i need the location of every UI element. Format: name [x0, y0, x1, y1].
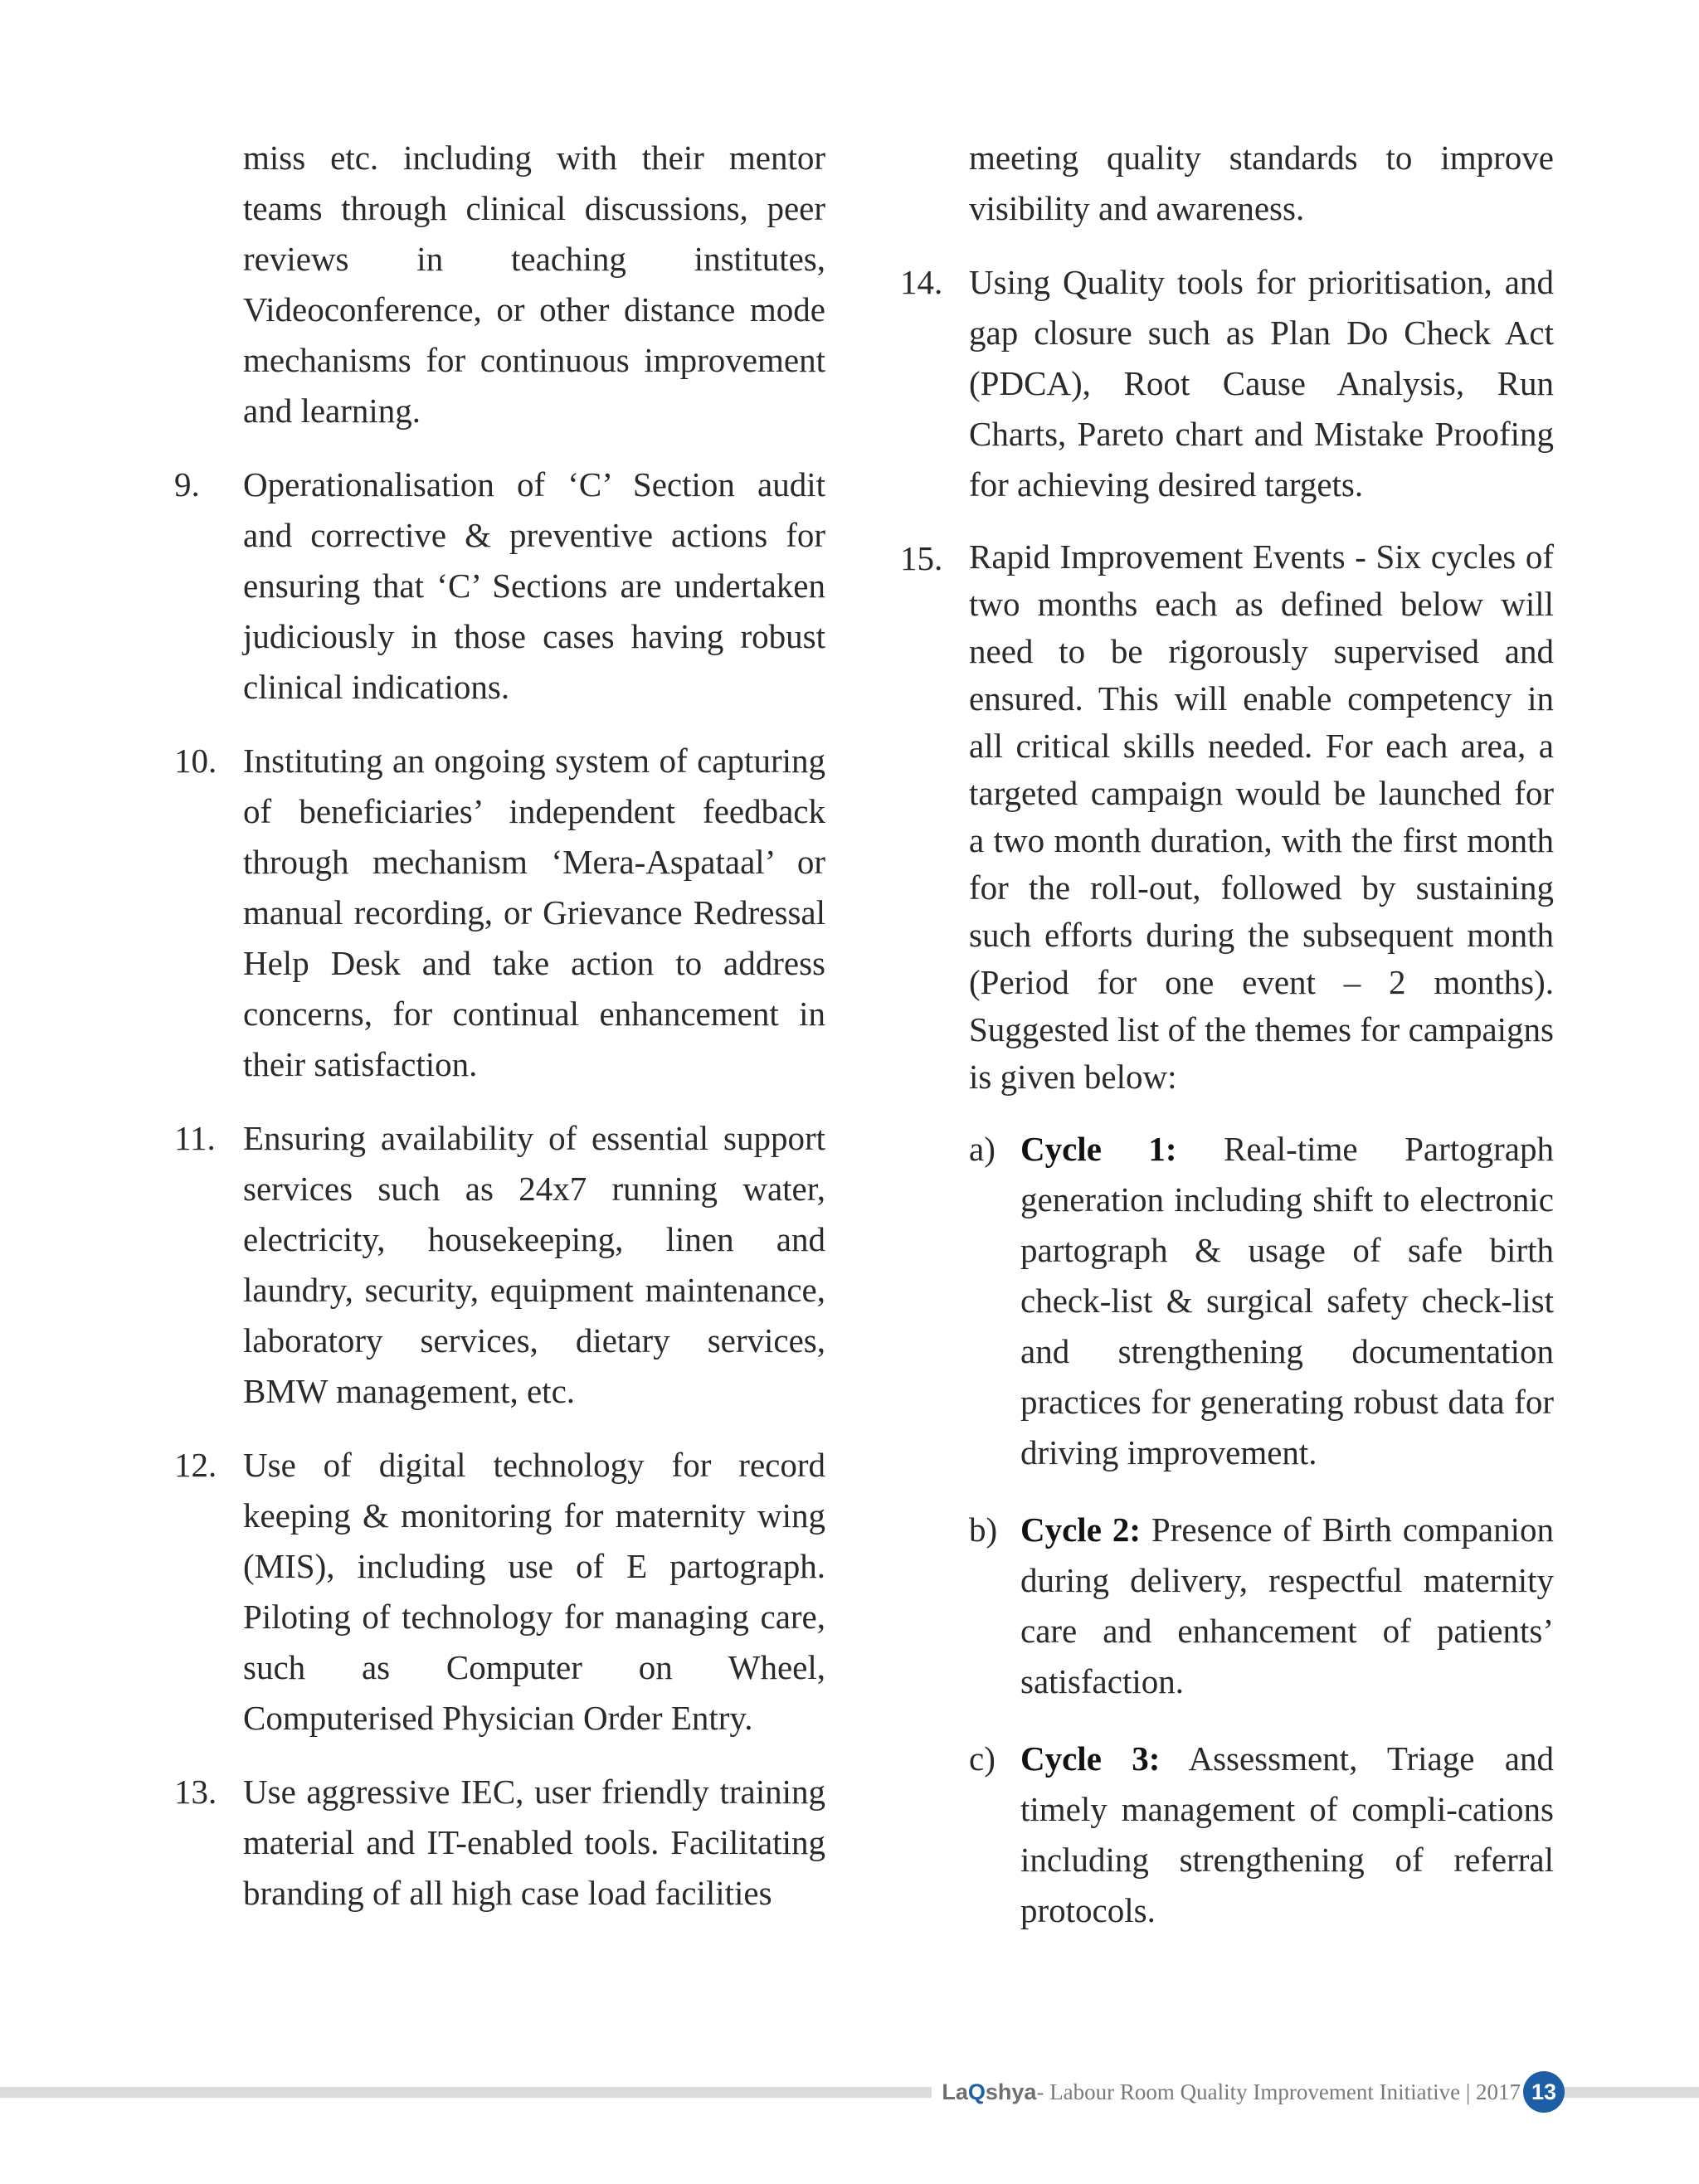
item-text: Rapid Improvement Events - Six cycles of two months each as defined below will need to be rigorously supervised and ensured. This will enable competency in all critical skills needed. For each area, a targeted campaign would be launched for a two month duration, with the first month for the roll-out, followed by sustaining such efforts during the subsequent month (Period for one event – 2 months). Suggested list of the themes for campaigns is given below:: [969, 537, 1554, 1096]
item-number: 10.: [174, 742, 217, 780]
list-item-14: [900, 257, 1554, 510]
cycle-label: Cycle 1:: [1020, 1130, 1177, 1168]
list-item-9: [174, 460, 825, 713]
item-text: Use aggressive IEC, user friendly training material and IT-enabled tools. Facilitating branding of all high case load facilities: [243, 1773, 825, 1912]
cycle-item-2: [969, 1505, 1554, 1707]
right-column: [900, 133, 1554, 1963]
footer-title: [932, 2074, 1529, 2110]
cycle-description: Presence of Birth companion during delivery, respectful maternity care and enhancement of patients’ satisfaction.: [1020, 1510, 1554, 1700]
item-number: 13.: [174, 1773, 217, 1811]
list-item-10: [174, 736, 825, 1090]
cycle-description: Real-time Partograph generation including shift to electronic partograph & usage of safe birth check-list & surgical safety check-list and strengthening documentation practices for generating robust data for driving improvement.: [1020, 1130, 1554, 1471]
item-number: 11.: [174, 1119, 216, 1157]
cycle-text: [1020, 1505, 1554, 1707]
brand-q: Q: [967, 2079, 986, 2104]
item-text: Operationalisation of ‘C’ Section audit and corrective & preventive actions for ensuring that ‘C’ Sections are undertaken judiciously in those cases having robust clinical indications.: [243, 465, 825, 706]
item-number: 12.: [174, 1446, 217, 1484]
footer-subtitle: - Labour Room Quality Improvement Initiative | 2017: [1036, 2079, 1521, 2104]
item-number: 9.: [174, 465, 200, 503]
brand-la: La: [942, 2079, 968, 2104]
cycle-letter: c): [969, 1739, 996, 1778]
paragraph-text: meeting quality standards to improve visibility and awareness.: [969, 139, 1554, 227]
cycle-letter: a): [969, 1130, 996, 1168]
paragraph-text: miss etc. including with their mentor teams through clinical discussions, peer reviews in teaching institutes, Videoconference, or other distance mode mechanisms for continuous improvement and learning.: [243, 139, 825, 430]
cycle-text: [1020, 1124, 1554, 1478]
item-text: Using Quality tools for prioritisation, and gap closure such as Plan Do Check Act (PDCA), Root Cause Analysis, Run Charts, Pareto chart and Mistake Proofing for achieving desired targets.: [969, 263, 1554, 503]
cycle-item-1: [969, 1124, 1554, 1478]
list-item-12: [174, 1440, 825, 1744]
continued-paragraph: [969, 133, 1554, 234]
item-text: Use of digital technology for record keeping & monitoring for maternity wing (MIS), including use of E partograph. Piloting of technology for managing care, such as Computer on Wheel, Computerised Physician Order Entry.: [243, 1446, 825, 1737]
brand-rest: shya: [985, 2079, 1037, 2104]
page-number: 13: [1523, 2071, 1565, 2113]
cycle-letter: b): [969, 1510, 998, 1549]
brand-logo: [942, 2079, 1036, 2105]
item-text: Instituting an ongoing system of capturing of beneficiaries’ independent feedback through mechanism ‘Mera-Aspataal’ or manual recording, or Grievance Redressal Help Desk and take action to address concerns, for continual enhancement in their satisfaction.: [243, 742, 825, 1083]
continued-paragraph: [243, 133, 825, 436]
left-column: [174, 133, 825, 1942]
list-item-15: [900, 533, 1554, 1101]
item-number: 15.: [900, 539, 943, 577]
cycle-description: Assessment, Triage and timely management of compli-cations including strengthening of referral protocols.: [1020, 1739, 1554, 1929]
cycle-label: Cycle 3:: [1020, 1739, 1161, 1778]
item-text: Ensuring availability of essential support services such as 24x7 running water, electricity, housekeeping, linen and laundry, security, equipment maintenance, laboratory services, dietary services, BMW management, etc.: [243, 1119, 825, 1410]
list-item-11: [174, 1113, 825, 1417]
cycle-item-3: [969, 1734, 1554, 1936]
item-number: 14.: [900, 263, 943, 301]
cycle-text: [1020, 1734, 1554, 1936]
cycle-label: Cycle 2:: [1020, 1510, 1141, 1549]
list-item-13: [174, 1767, 825, 1919]
